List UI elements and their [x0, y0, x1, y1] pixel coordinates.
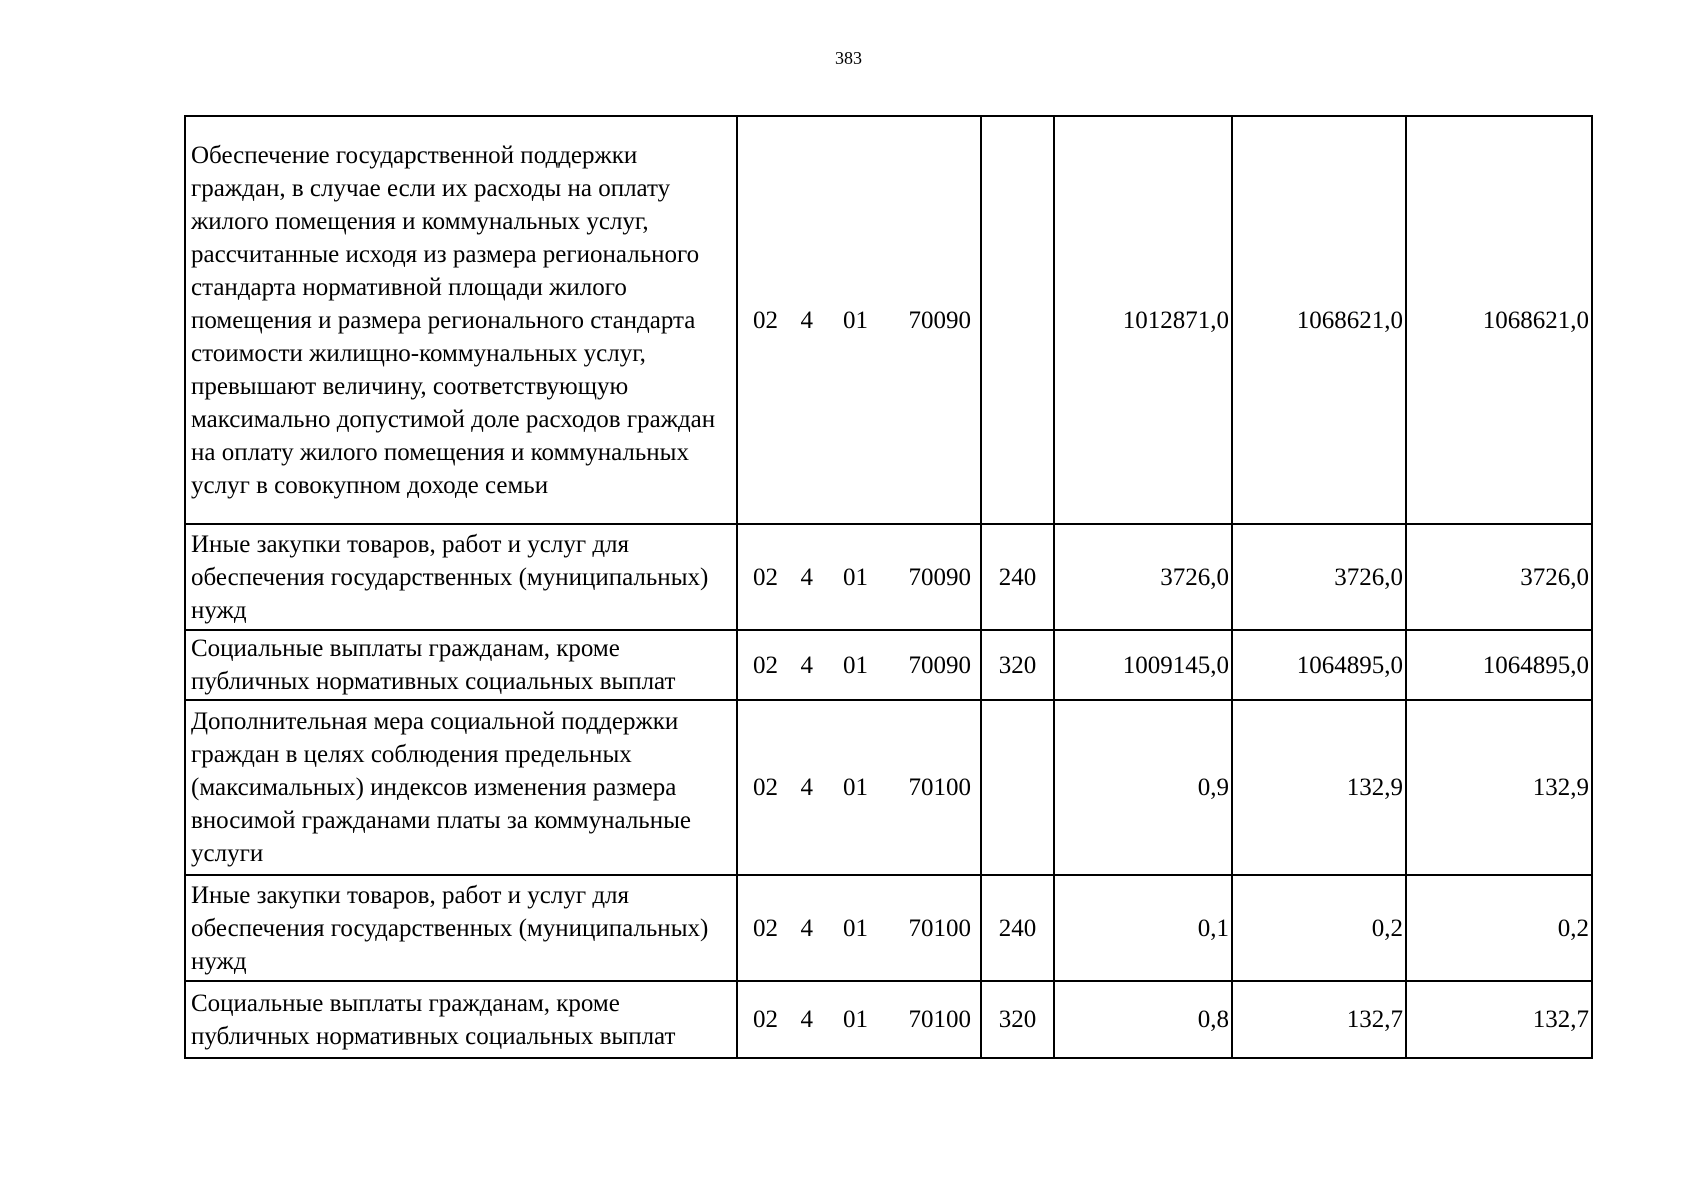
amount-year-2: 132,7: [1232, 981, 1406, 1058]
amount-year-2: 132,9: [1232, 700, 1406, 875]
table-row: [185, 116, 1592, 524]
code-direction: 70090: [908, 651, 971, 679]
amount-year-1: 3726,0: [1054, 524, 1232, 630]
amount-year-3: 132,7: [1406, 981, 1592, 1058]
classification-codes: [737, 875, 981, 981]
budget-table: [184, 115, 1593, 1059]
code-program: 4: [800, 651, 813, 679]
amount-year-3: 1068621,0: [1406, 116, 1592, 524]
row-description: Обеспечение государственной поддержки граждан, в случае если их расходы на оплату жилого помещения и коммунальных услуг, рассчитанные исходя из размера регионального стандарта нормативной площади жилого помещения и размера регионального стандарта стоимости жилищно-коммунальных услуг, превышают величину, соответствующую максимально допустимой доле расходов граждан на оплату жилого помещения и коммунальных услуг в совокупном доходе семьи: [185, 116, 737, 524]
code-direction: 70100: [908, 774, 971, 801]
amount-year-2: 1068621,0: [1232, 116, 1406, 524]
amount-year-3: 3726,0: [1406, 524, 1592, 630]
table-row: [185, 524, 1592, 630]
code-subprogram: 01: [843, 1006, 868, 1033]
classification-codes: [737, 116, 981, 524]
code-program: 4: [800, 1006, 813, 1033]
code-direction: 70100: [908, 914, 971, 942]
row-description: Дополнительная мера социальной поддержки граждан в целях соблюдения предельных (максимальных) индексов изменения размера вносимой гражданами платы за коммунальные услуги: [185, 700, 737, 875]
amount-year-3: 1064895,0: [1406, 630, 1592, 700]
amount-year-1: 1012871,0: [1054, 116, 1232, 524]
amount-year-1: 0,1: [1054, 875, 1232, 981]
table-row: [185, 700, 1592, 875]
amount-year-1: 1009145,0: [1054, 630, 1232, 700]
code-program: 4: [800, 306, 813, 334]
expense-type: 320: [981, 981, 1054, 1058]
row-description: Социальные выплаты гражданам, кроме публичных нормативных социальных выплат: [185, 981, 737, 1058]
code-program: 4: [800, 563, 813, 591]
amount-year-2: 3726,0: [1232, 524, 1406, 630]
classification-codes: [737, 630, 981, 700]
code-subprogram: 01: [843, 563, 868, 591]
expense-type: [981, 116, 1054, 524]
amount-year-1: 0,8: [1054, 981, 1232, 1058]
row-description: Иные закупки товаров, работ и услуг для обеспечения государственных (муниципальных) нужд: [185, 875, 737, 981]
code-subprogram: 01: [843, 306, 868, 334]
code-program: 4: [800, 914, 813, 942]
code-subprogram: 01: [843, 914, 868, 942]
code-direction: 70090: [908, 563, 971, 591]
row-description: Социальные выплаты гражданам, кроме публичных нормативных социальных выплат: [185, 630, 737, 700]
table-row: [185, 875, 1592, 981]
code-direction: 70090: [908, 306, 971, 334]
code-direction: 70100: [908, 1006, 971, 1033]
code-section: 02: [753, 914, 778, 942]
amount-year-3: 132,9: [1406, 700, 1592, 875]
code-section: 02: [753, 1006, 778, 1033]
code-section: 02: [753, 306, 778, 334]
classification-codes: [737, 700, 981, 875]
row-description: Иные закупки товаров, работ и услуг для обеспечения государственных (муниципальных) нужд: [185, 524, 737, 630]
amount-year-2: 1064895,0: [1232, 630, 1406, 700]
expense-type: 320: [981, 630, 1054, 700]
expense-type: 240: [981, 524, 1054, 630]
amount-year-2: 0,2: [1232, 875, 1406, 981]
classification-codes: [737, 524, 981, 630]
classification-codes: [737, 981, 981, 1058]
code-section: 02: [753, 563, 778, 591]
code-section: 02: [753, 651, 778, 679]
expense-type: 240: [981, 875, 1054, 981]
amount-year-1: 0,9: [1054, 700, 1232, 875]
code-subprogram: 01: [843, 651, 868, 679]
code-section: 02: [753, 774, 778, 801]
code-program: 4: [800, 774, 813, 801]
code-subprogram: 01: [843, 774, 868, 801]
expense-type: [981, 700, 1054, 875]
table-row: [185, 981, 1592, 1058]
amount-year-3: 0,2: [1406, 875, 1592, 981]
table-row: [185, 630, 1592, 700]
page-number: 383: [835, 48, 862, 68]
